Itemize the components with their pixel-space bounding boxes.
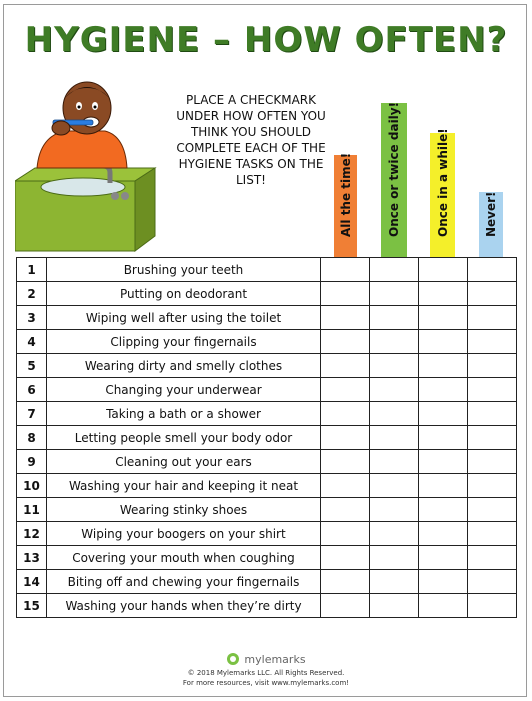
checkbox-once-or-twice-daily[interactable] bbox=[370, 330, 419, 354]
task-number: 2 bbox=[17, 282, 47, 306]
checkbox-never[interactable] bbox=[468, 354, 517, 378]
checkbox-all-the-time[interactable] bbox=[321, 570, 370, 594]
column-label-never: Never! bbox=[484, 191, 498, 237]
mylemarks-logo-icon bbox=[226, 652, 240, 666]
checkbox-never[interactable] bbox=[468, 282, 517, 306]
checkbox-never[interactable] bbox=[468, 450, 517, 474]
checkbox-never[interactable] bbox=[468, 474, 517, 498]
checkbox-once-or-twice-daily[interactable] bbox=[370, 594, 419, 618]
checkbox-once-in-a-while[interactable] bbox=[419, 546, 468, 570]
brand-name: mylemarks bbox=[244, 652, 306, 666]
task-row bbox=[17, 570, 517, 594]
checkbox-once-in-a-while[interactable] bbox=[419, 450, 468, 474]
column-label-all-the-time: All the time! bbox=[338, 152, 353, 237]
task-text: Cleaning out your ears bbox=[47, 450, 321, 474]
task-text: Covering your mouth when coughing bbox=[47, 546, 321, 570]
checkbox-once-or-twice-daily[interactable] bbox=[370, 378, 419, 402]
task-number: 11 bbox=[17, 498, 47, 522]
checkbox-once-in-a-while[interactable] bbox=[419, 522, 468, 546]
task-row bbox=[17, 522, 517, 546]
task-number: 13 bbox=[17, 546, 47, 570]
checkbox-once-or-twice-daily[interactable] bbox=[370, 282, 419, 306]
checkbox-once-or-twice-daily[interactable] bbox=[370, 426, 419, 450]
checkbox-once-in-a-while[interactable] bbox=[419, 474, 468, 498]
checkbox-once-in-a-while[interactable] bbox=[419, 330, 468, 354]
task-number: 4 bbox=[17, 330, 47, 354]
task-number: 7 bbox=[17, 402, 47, 426]
checkbox-once-in-a-while[interactable] bbox=[419, 594, 468, 618]
task-text: Taking a bath or a shower bbox=[47, 402, 321, 426]
checkbox-once-or-twice-daily[interactable] bbox=[370, 354, 419, 378]
task-row bbox=[17, 450, 517, 474]
column-label-once-or-twice-daily: Once or twice daily! bbox=[387, 101, 401, 237]
checkbox-all-the-time[interactable] bbox=[321, 594, 370, 618]
checkbox-all-the-time[interactable] bbox=[321, 474, 370, 498]
checkbox-never[interactable] bbox=[468, 306, 517, 330]
instructions-text: PLACE A CHECKMARK UNDER HOW OFTEN YOU THINK YOU SHOULD COMPLETE EACH OF THE HYGIENE TASKS ON THE LIST! bbox=[176, 93, 326, 187]
task-number: 6 bbox=[17, 378, 47, 402]
checkbox-once-in-a-while[interactable] bbox=[419, 402, 468, 426]
checkbox-once-or-twice-daily[interactable] bbox=[370, 570, 419, 594]
copyright-text: © 2018 Mylemarks LLC. All Rights Reserved. bbox=[187, 669, 345, 677]
checkbox-once-in-a-while[interactable] bbox=[419, 258, 468, 282]
task-number: 9 bbox=[17, 450, 47, 474]
task-number: 10 bbox=[17, 474, 47, 498]
checkbox-all-the-time[interactable] bbox=[321, 258, 370, 282]
checkbox-all-the-time[interactable] bbox=[321, 498, 370, 522]
task-row bbox=[17, 378, 517, 402]
task-number: 5 bbox=[17, 354, 47, 378]
task-text: Wearing stinky shoes bbox=[47, 498, 321, 522]
task-row bbox=[17, 282, 517, 306]
task-text: Brushing your teeth bbox=[47, 258, 321, 282]
checkbox-once-or-twice-daily[interactable] bbox=[370, 402, 419, 426]
checkbox-all-the-time[interactable] bbox=[321, 426, 370, 450]
checkbox-never[interactable] bbox=[468, 522, 517, 546]
checkbox-never[interactable] bbox=[468, 330, 517, 354]
checkbox-never[interactable] bbox=[468, 402, 517, 426]
checkbox-all-the-time[interactable] bbox=[321, 354, 370, 378]
brand-logo bbox=[0, 650, 532, 668]
column-label-once-in-a-while: Once in a while! bbox=[435, 128, 450, 237]
checkbox-all-the-time[interactable] bbox=[321, 450, 370, 474]
checkbox-never[interactable] bbox=[468, 570, 517, 594]
checkbox-once-in-a-while[interactable] bbox=[419, 426, 468, 450]
task-text: Changing your underwear bbox=[47, 378, 321, 402]
task-text: Biting off and chewing your fingernails bbox=[47, 570, 321, 594]
boy-brushing-teeth-illustration bbox=[15, 76, 165, 256]
checkbox-all-the-time[interactable] bbox=[321, 330, 370, 354]
checkbox-once-in-a-while[interactable] bbox=[419, 282, 468, 306]
task-row bbox=[17, 546, 517, 570]
task-row bbox=[17, 594, 517, 618]
task-row bbox=[17, 498, 517, 522]
checkbox-never[interactable] bbox=[468, 426, 517, 450]
task-number: 8 bbox=[17, 426, 47, 450]
checkbox-never[interactable] bbox=[468, 378, 517, 402]
checkbox-once-or-twice-daily[interactable] bbox=[370, 450, 419, 474]
checkbox-never[interactable] bbox=[468, 258, 517, 282]
hygiene-checklist-table bbox=[16, 257, 517, 618]
task-number: 12 bbox=[17, 522, 47, 546]
checkbox-all-the-time[interactable] bbox=[321, 306, 370, 330]
checkbox-once-in-a-while[interactable] bbox=[419, 570, 468, 594]
task-row bbox=[17, 426, 517, 450]
task-number: 3 bbox=[17, 306, 47, 330]
column-header-once-in-a-while bbox=[430, 128, 455, 257]
task-row bbox=[17, 474, 517, 498]
task-number: 14 bbox=[17, 570, 47, 594]
checkbox-never[interactable] bbox=[468, 546, 517, 570]
checkbox-once-or-twice-daily[interactable] bbox=[370, 522, 419, 546]
task-text: Putting on deodorant bbox=[47, 282, 321, 306]
checkbox-once-or-twice-daily[interactable] bbox=[370, 474, 419, 498]
column-header-never bbox=[479, 192, 503, 257]
checkbox-never[interactable] bbox=[468, 498, 517, 522]
task-row bbox=[17, 354, 517, 378]
checkbox-once-in-a-while[interactable] bbox=[419, 354, 468, 378]
task-text: Wiping your boogers on your shirt bbox=[47, 522, 321, 546]
task-number: 15 bbox=[17, 594, 47, 618]
task-number: 1 bbox=[17, 258, 47, 282]
footer bbox=[0, 650, 532, 688]
checkbox-once-or-twice-daily[interactable] bbox=[370, 306, 419, 330]
checkbox-all-the-time[interactable] bbox=[321, 378, 370, 402]
checkbox-all-the-time[interactable] bbox=[321, 522, 370, 546]
checkbox-once-in-a-while[interactable] bbox=[419, 306, 468, 330]
checkbox-never[interactable] bbox=[468, 594, 517, 618]
task-text: Washing your hair and keeping it neat bbox=[47, 474, 321, 498]
page-title: HYGIENE – HOW OFTEN? bbox=[24, 20, 508, 60]
checkbox-once-or-twice-daily[interactable] bbox=[370, 546, 419, 570]
task-text: Washing your hands when they’re dirty bbox=[47, 594, 321, 618]
checkbox-once-in-a-while[interactable] bbox=[419, 498, 468, 522]
column-header-all-the-time bbox=[334, 152, 357, 257]
task-row bbox=[17, 258, 517, 282]
task-text: Letting people smell your body odor bbox=[47, 426, 321, 450]
checkbox-all-the-time[interactable] bbox=[321, 402, 370, 426]
task-row bbox=[17, 306, 517, 330]
resources-text: For more resources, visit www.mylemarks.com! bbox=[182, 679, 350, 687]
task-row bbox=[17, 330, 517, 354]
checkbox-once-or-twice-daily[interactable] bbox=[370, 498, 419, 522]
task-row bbox=[17, 402, 517, 426]
column-header-once-or-twice-daily bbox=[381, 103, 407, 257]
checkbox-once-or-twice-daily[interactable] bbox=[370, 258, 419, 282]
task-text: Wearing dirty and smelly clothes bbox=[47, 354, 321, 378]
checkbox-all-the-time[interactable] bbox=[321, 282, 370, 306]
checkbox-all-the-time[interactable] bbox=[321, 546, 370, 570]
task-text: Clipping your fingernails bbox=[47, 330, 321, 354]
checkbox-once-in-a-while[interactable] bbox=[419, 378, 468, 402]
task-text: Wiping well after using the toilet bbox=[47, 306, 321, 330]
